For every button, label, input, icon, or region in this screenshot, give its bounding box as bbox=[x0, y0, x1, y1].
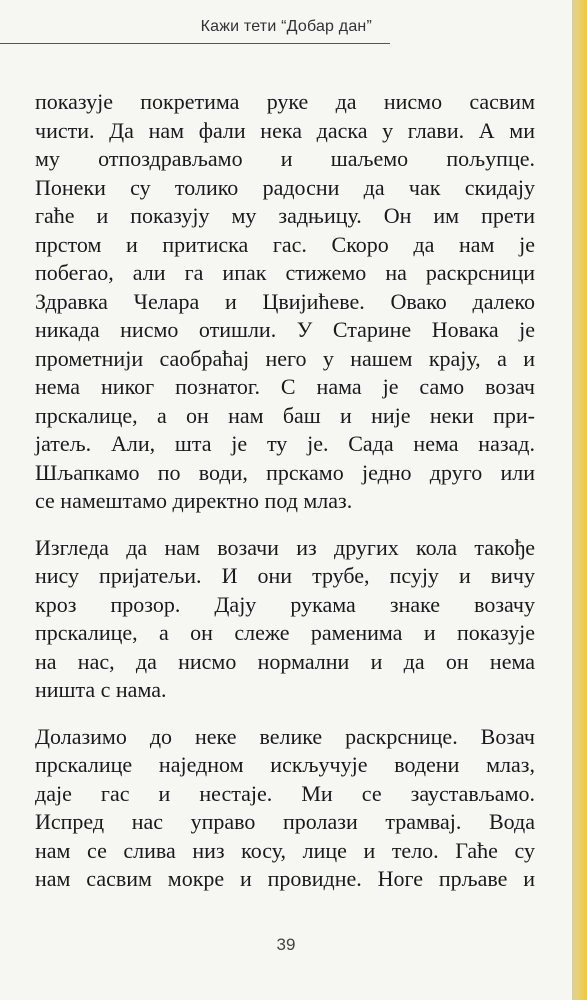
text-line: показује покретима руке да нисмо сасвим bbox=[35, 89, 535, 114]
text-line: Долазимо до неке велике раскрснице. Возач bbox=[35, 723, 535, 749]
text-line: Изгледа да нам возачи из других кола такође bbox=[35, 534, 535, 560]
body-text bbox=[35, 88, 535, 894]
text-line: прометнији саобраћај него у нашем крају, а и bbox=[35, 345, 535, 371]
text-line: Понеки су толико радосни да чак скидају bbox=[35, 174, 535, 200]
text-line: побегао, али га ипак стижемо на раскрсници bbox=[35, 260, 535, 285]
paragraph-gap bbox=[35, 705, 535, 723]
text-line: ништа с нама. bbox=[35, 677, 167, 702]
text-line: на нас, да нисмо нормални и да он нема bbox=[35, 648, 535, 674]
text-line: нема никог познатог. С нама је само возач bbox=[35, 374, 535, 399]
text-line: му отпоздрављамо и шаљемо пољупце. bbox=[35, 146, 535, 171]
text-line: нам се слива низ косу, лице и тело. Гаће су bbox=[35, 837, 535, 863]
text-line: прскалице наједном искључује водени млаз, bbox=[35, 752, 535, 777]
paragraph-2 bbox=[35, 534, 535, 705]
page-edge bbox=[572, 0, 587, 1000]
paragraph-3 bbox=[35, 723, 535, 894]
text-line: прскалице, а он слеже раменима и показује bbox=[35, 620, 535, 645]
text-line: кроз прозор. Дају рукама знаке возачу bbox=[35, 591, 535, 617]
text-line: Здравка Челара и Цвијићеве. Овако далеко bbox=[35, 288, 535, 314]
text-line: даје гас и нестаје. Ми се заустављамо. bbox=[35, 780, 535, 806]
text-line: Испред нас управо пролази трамвај. Вода bbox=[35, 809, 535, 834]
text-line: прстом и притиска гас. Скоро да нам је bbox=[35, 231, 535, 257]
text-line: гаће и показују му задњицу. Он им прети bbox=[35, 203, 535, 228]
header-rule bbox=[0, 43, 390, 44]
text-line: Шљапкамо по води, прскамо једно друго или bbox=[35, 459, 535, 485]
text-line: никада нисмо отишли. У Старине Новака је bbox=[35, 317, 535, 342]
text-line: нису пријатељи. И они трубе, псују и вичу bbox=[35, 563, 535, 588]
text-line: јатељ. Али, шта је ту је. Сада нема назад. bbox=[35, 431, 535, 456]
page-number: 39 bbox=[276, 935, 296, 954]
text-line: се намештамо директно под млаз. bbox=[35, 488, 353, 513]
text-line: чисти. Да нам фали нека даска у глави. А ми bbox=[35, 117, 535, 143]
text-line: нам сасвим мокре и провидне. Ноге прљаве и bbox=[35, 866, 535, 891]
running-header: Кажи тети “Добар дан” bbox=[200, 18, 372, 35]
text-line: прскалице, а он нам баш и није неки при- bbox=[35, 402, 535, 428]
paragraph-1 bbox=[35, 88, 535, 516]
paragraph-gap bbox=[35, 516, 535, 534]
